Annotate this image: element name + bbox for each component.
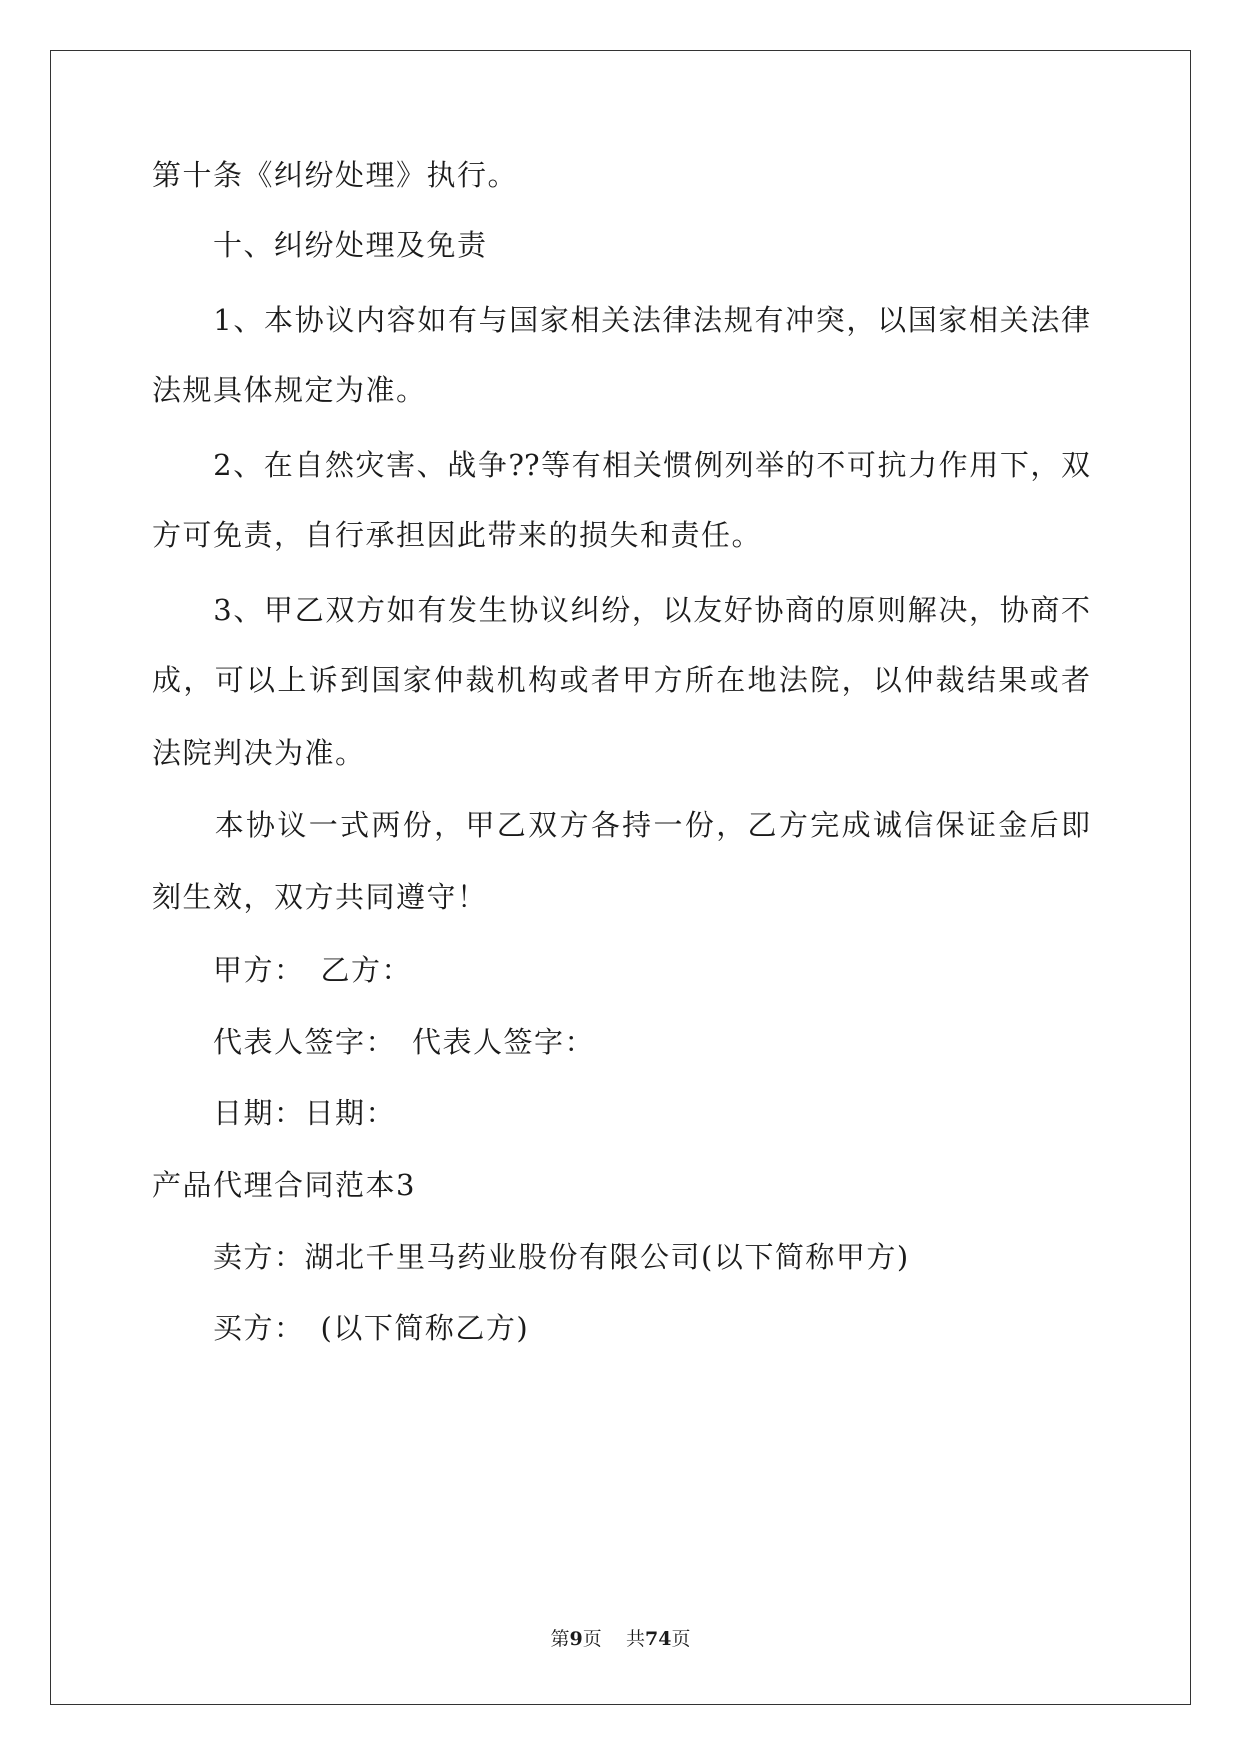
total-pages: 74	[644, 1628, 672, 1650]
signature-representative-line: 代表人签字： 代表人签字：	[152, 1025, 596, 1059]
text-line: 成，可以上诉到国家仲裁机构或者甲方所在地法院，以仲裁结果或者	[152, 663, 1090, 697]
total-prefix: 共	[625, 1628, 645, 1650]
text-line: 第十条《纠纷处理》执行。	[152, 158, 519, 192]
text-line: 1、本协议内容如有与国家相关法律法规有冲突，以国家相关法律	[152, 303, 1090, 337]
signature-party-line: 甲方： 乙方：	[152, 953, 413, 987]
text-line: 法规具体规定为准。	[152, 373, 427, 407]
text-line: 方可免责，自行承担因此带来的损失和责任。	[152, 518, 763, 552]
text-line: 刻生效，双方共同遵守！	[152, 880, 488, 914]
page-suffix: 页	[582, 1628, 602, 1650]
text-line: 3、甲乙双方如有发生协议纠纷，以友好协商的原则解决，协商不	[152, 593, 1090, 627]
total-suffix: 页	[671, 1628, 691, 1650]
page-footer	[0, 1626, 1241, 1652]
text-line: 本协议一式两份，甲乙双方各持一份，乙方完成诚信保证金后即	[152, 808, 1090, 842]
page-prefix: 第	[550, 1628, 570, 1650]
text-line: 法院判决为准。	[152, 736, 366, 770]
page-number: 9	[569, 1628, 583, 1650]
contract-title: 产品代理合同范本3	[152, 1168, 416, 1202]
section-heading: 十、纠纷处理及免责	[152, 228, 488, 262]
seller-line: 卖方：湖北千里马药业股份有限公司(以下简称甲方)	[152, 1240, 910, 1274]
signature-date-line: 日期：日期：	[152, 1096, 397, 1130]
buyer-line: 买方： (以下简称乙方)	[152, 1311, 530, 1345]
text-line: 2、在自然灾害、战争??等有相关惯例列举的不可抗力作用下，双	[152, 448, 1090, 482]
